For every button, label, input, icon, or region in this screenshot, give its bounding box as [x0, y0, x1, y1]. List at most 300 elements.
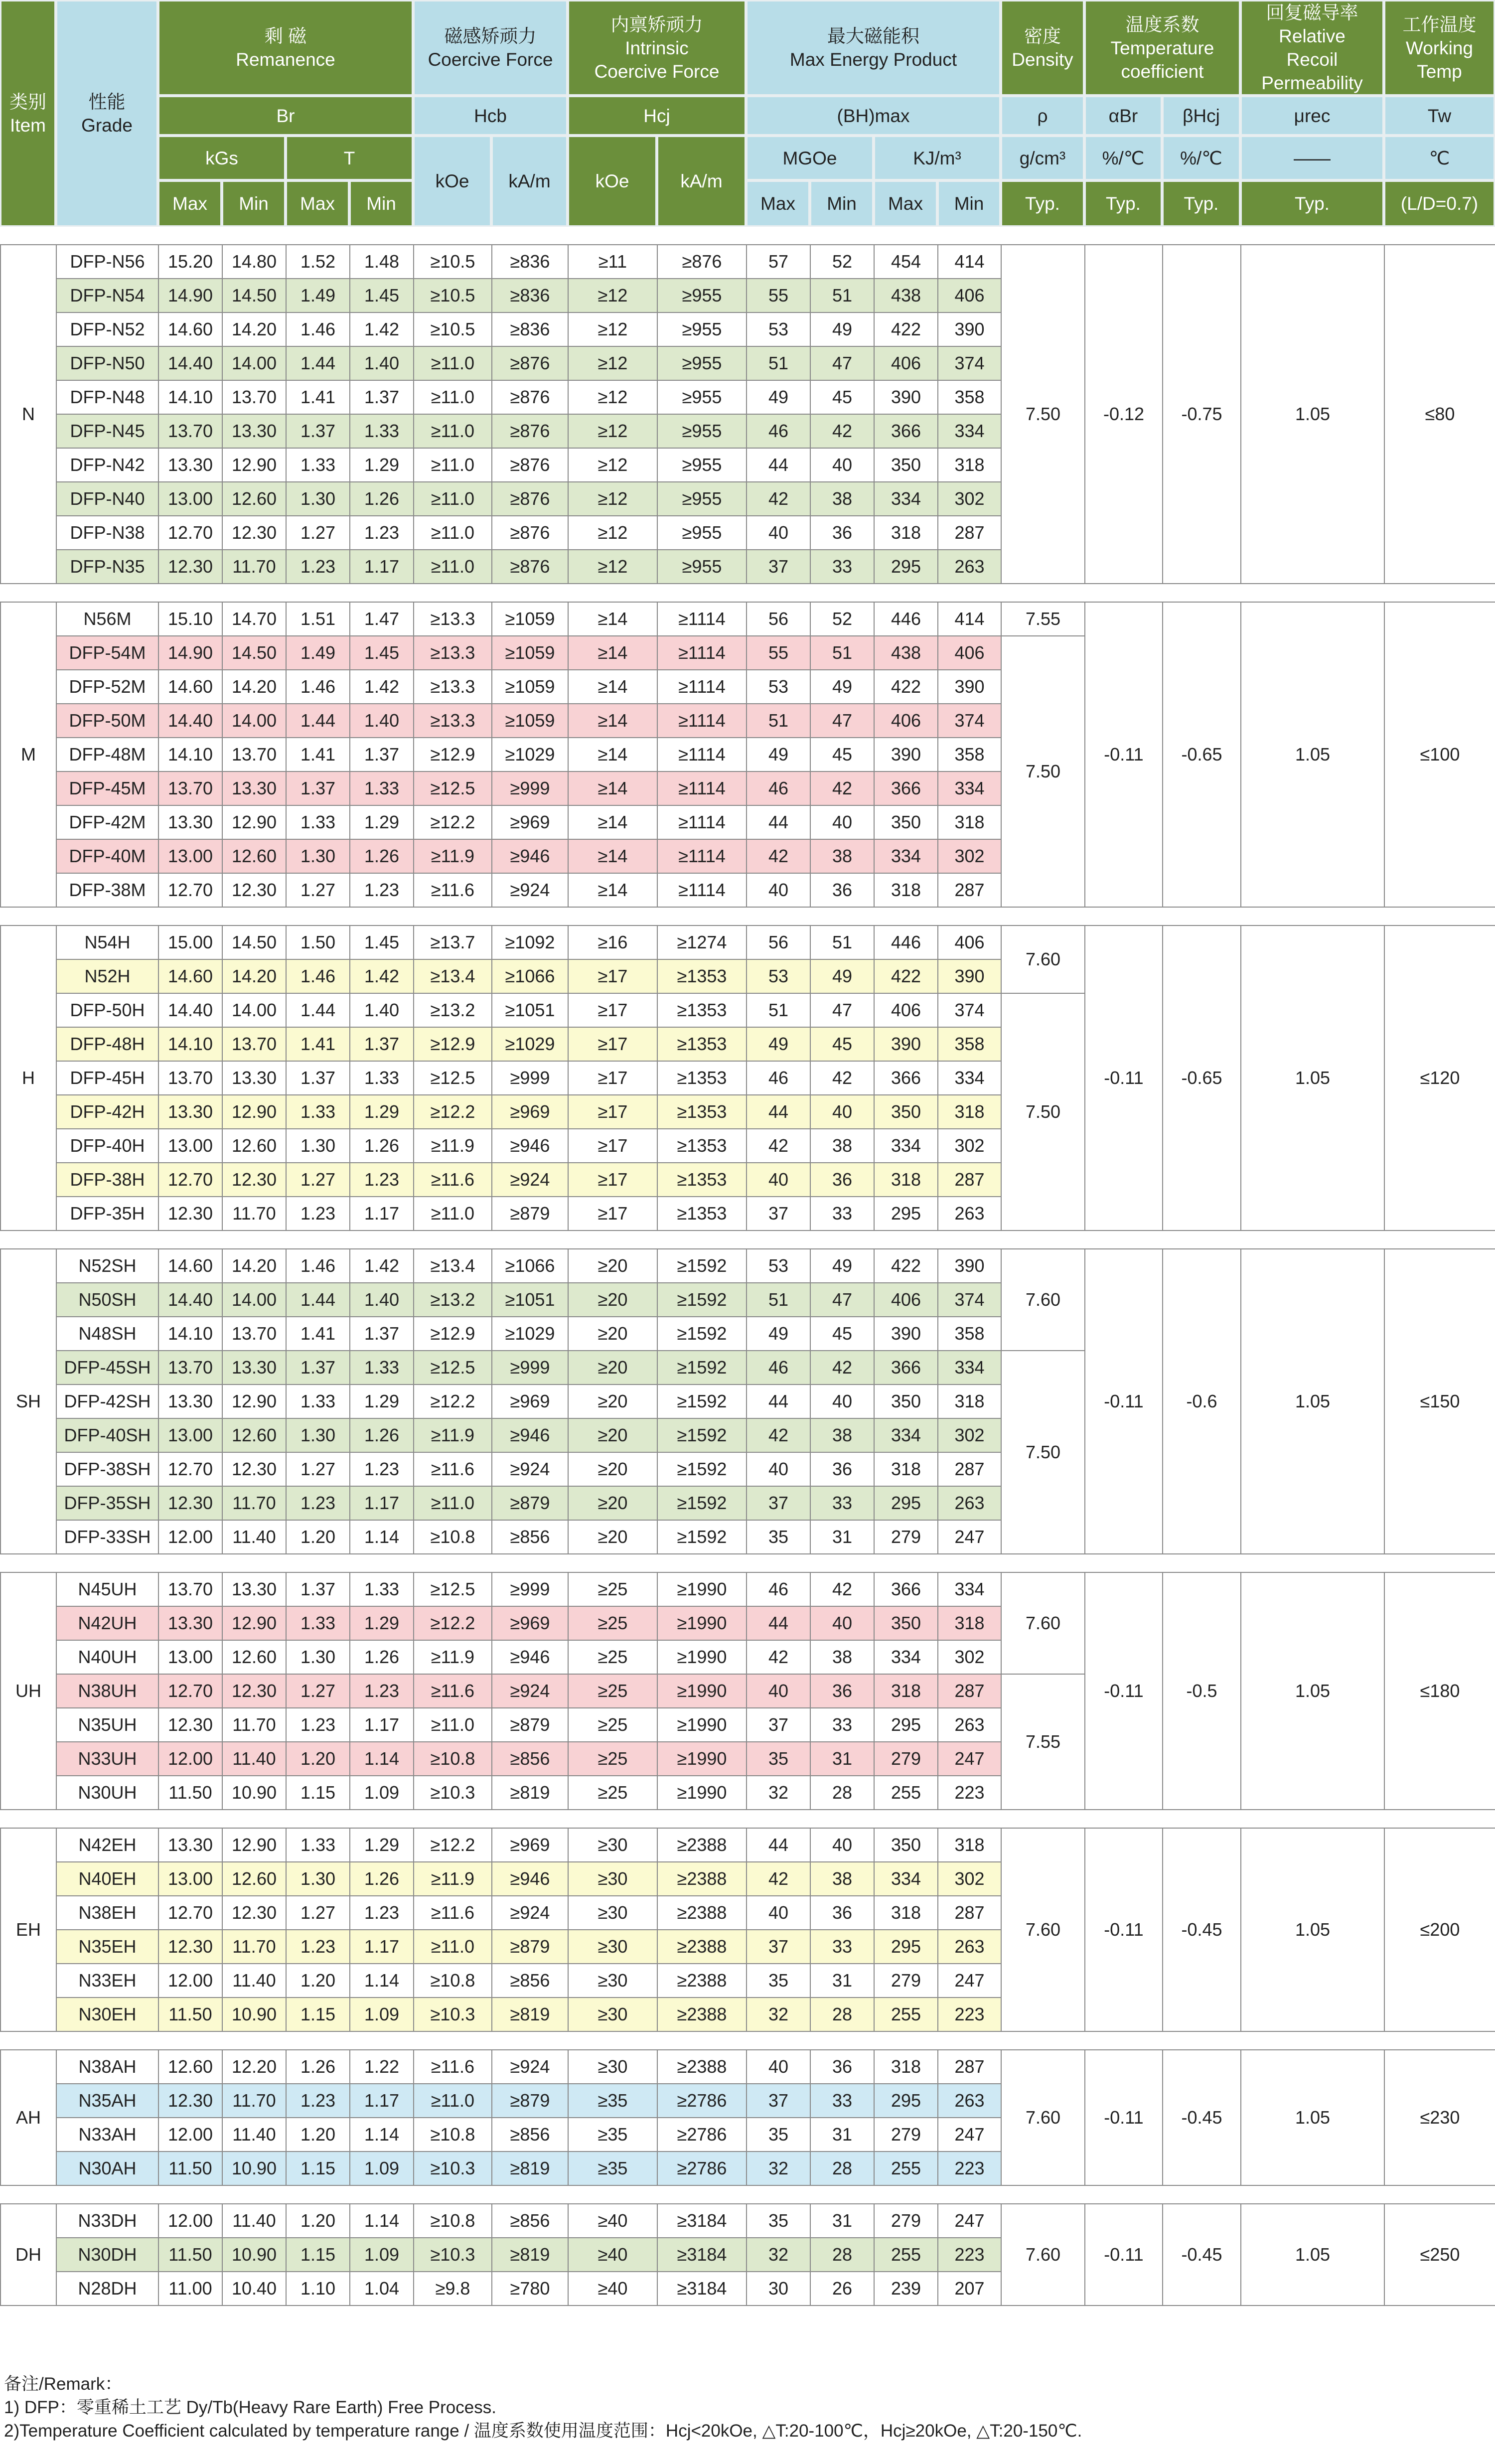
- header-remanence-cn: 剩 磁: [264, 26, 307, 46]
- value-cell: ≥35: [568, 2118, 657, 2152]
- value-cell: 13.30: [158, 1095, 222, 1129]
- value-cell: ≥879: [492, 1708, 568, 1742]
- value-cell: 366: [874, 414, 938, 448]
- value-cell: ≥856: [492, 1742, 568, 1776]
- value-cell: 1.37: [286, 1061, 350, 1095]
- section-ah: [0, 2049, 1495, 2186]
- value-cell: 247: [938, 1742, 1001, 1776]
- value-cell: 14.00: [222, 1283, 286, 1317]
- section-gap: [0, 227, 1495, 244]
- value-cell: 49: [747, 738, 810, 771]
- grade-cell: N56M: [56, 602, 158, 636]
- value-cell: ≥25: [568, 1776, 657, 1810]
- value-cell: 350: [874, 448, 938, 482]
- value-cell: ≥955: [657, 516, 747, 550]
- value-cell: 40: [747, 1896, 810, 1930]
- value-cell: ≥1114: [657, 873, 747, 907]
- value-cell: 334: [938, 414, 1001, 448]
- value-cell: 28: [810, 1776, 874, 1810]
- header-tempcoef-cn: 温度系数: [1125, 14, 1199, 35]
- value-cell: 36: [810, 1452, 874, 1486]
- value-cell: 42: [810, 1351, 874, 1385]
- value-cell: 56: [747, 925, 810, 959]
- grade-cell: DFP-N54: [56, 279, 158, 312]
- grade-cell: DFP-N35: [56, 550, 158, 584]
- value-cell: 1.17: [350, 2084, 414, 2118]
- value-cell: 1.20: [286, 1742, 350, 1776]
- value-cell: ≥1990: [657, 1674, 747, 1708]
- grade-cell: N42UH: [56, 1606, 158, 1640]
- value-cell: ≥1592: [657, 1249, 747, 1283]
- value-cell: 13.70: [158, 771, 222, 805]
- value-cell: 53: [747, 959, 810, 993]
- value-cell: ≥11.9: [414, 1640, 492, 1674]
- value-cell: ≥3184: [657, 2272, 747, 2306]
- worktemp-cell: ≤250: [1384, 2204, 1495, 2306]
- value-cell: 318: [938, 805, 1001, 839]
- value-cell: 12.30: [158, 1930, 222, 1964]
- value-cell: ≥2388: [657, 1930, 747, 1964]
- value-cell: 1.41: [286, 1317, 350, 1351]
- worktemp-cell: ≤200: [1384, 1828, 1495, 2031]
- value-cell: ≥1114: [657, 636, 747, 670]
- value-cell: ≥14: [568, 873, 657, 907]
- value-cell: ≥1592: [657, 1486, 747, 1520]
- header-unit-kgs: kGs: [158, 136, 286, 180]
- section-n: [0, 244, 1495, 584]
- value-cell: 318: [874, 2050, 938, 2084]
- value-cell: 263: [938, 2084, 1001, 2118]
- value-cell: 14.10: [158, 738, 222, 771]
- value-cell: ≥856: [492, 1520, 568, 1554]
- value-cell: 1.14: [350, 1964, 414, 1998]
- value-cell: ≥2388: [657, 1896, 747, 1930]
- value-cell: 14.00: [222, 993, 286, 1027]
- value-cell: 12.30: [158, 1197, 222, 1231]
- value-cell: ≥969: [492, 1385, 568, 1418]
- value-cell: 1.37: [286, 1572, 350, 1606]
- value-cell: ≥11.0: [414, 1708, 492, 1742]
- recoil-cell: 1.05: [1241, 2050, 1384, 2185]
- value-cell: 37: [747, 1486, 810, 1520]
- density-cell: 7.50: [1001, 1351, 1085, 1554]
- grade-cell: DFP-45M: [56, 771, 158, 805]
- grade-cell: DFP-52M: [56, 670, 158, 704]
- value-cell: ≥946: [492, 839, 568, 873]
- value-cell: 35: [747, 2118, 810, 2152]
- value-cell: 37: [747, 1930, 810, 1964]
- value-cell: 38: [810, 1129, 874, 1163]
- value-cell: 318: [874, 873, 938, 907]
- value-cell: ≥13.7: [414, 925, 492, 959]
- value-cell: ≥1353: [657, 959, 747, 993]
- value-cell: ≥25: [568, 1742, 657, 1776]
- value-cell: ≥12: [568, 414, 657, 448]
- value-cell: 57: [747, 245, 810, 279]
- grade-cell: N30AH: [56, 2152, 158, 2185]
- value-cell: 14.10: [158, 380, 222, 414]
- item-cell: UH: [0, 1572, 56, 1810]
- value-cell: 223: [938, 1998, 1001, 2031]
- value-cell: ≥11.0: [414, 516, 492, 550]
- value-cell: ≥876: [492, 346, 568, 380]
- value-cell: 1.27: [286, 1896, 350, 1930]
- value-cell: 42: [747, 1862, 810, 1896]
- value-cell: ≥879: [492, 1197, 568, 1231]
- value-cell: 255: [874, 1998, 938, 2031]
- value-cell: ≥12: [568, 312, 657, 346]
- value-cell: 13.30: [158, 448, 222, 482]
- value-cell: 287: [938, 1674, 1001, 1708]
- value-cell: ≥14: [568, 636, 657, 670]
- value-cell: 1.29: [350, 1828, 414, 1862]
- value-cell: 42: [810, 414, 874, 448]
- value-cell: 12.90: [222, 1828, 286, 1862]
- value-cell: 15.20: [158, 245, 222, 279]
- value-cell: 1.42: [350, 670, 414, 704]
- value-cell: 40: [747, 873, 810, 907]
- value-cell: 12.60: [158, 2050, 222, 2084]
- value-cell: 42: [747, 1640, 810, 1674]
- header-item: [0, 0, 56, 227]
- value-cell: 40: [810, 1606, 874, 1640]
- header-hcj: Hcj: [568, 96, 746, 136]
- value-cell: ≥1059: [492, 670, 568, 704]
- remarks-title: 备注/Remark：: [4, 2374, 123, 2394]
- value-cell: 37: [747, 1708, 810, 1742]
- value-cell: 1.45: [350, 279, 414, 312]
- grade-cell: DFP-40M: [56, 839, 158, 873]
- header-typ: Typ.: [1001, 180, 1084, 227]
- value-cell: 1.23: [350, 1163, 414, 1197]
- value-cell: 12.30: [222, 1896, 286, 1930]
- grade-cell: DFP-50M: [56, 704, 158, 738]
- header-unit-deg: ℃: [1384, 136, 1495, 180]
- value-cell: 446: [874, 602, 938, 636]
- value-cell: 1.26: [350, 1129, 414, 1163]
- header-rho: ρ: [1001, 96, 1084, 136]
- value-cell: 11.50: [158, 1776, 222, 1810]
- recoil-cell: 1.05: [1241, 1249, 1384, 1554]
- value-cell: 1.37: [350, 1027, 414, 1061]
- alpha-br-cell: -0.11: [1085, 1572, 1163, 1810]
- value-cell: 1.20: [286, 1964, 350, 1998]
- value-cell: 14.10: [158, 1027, 222, 1061]
- value-cell: 1.37: [286, 771, 350, 805]
- value-cell: ≥11.9: [414, 1862, 492, 1896]
- value-cell: 247: [938, 2204, 1001, 2238]
- value-cell: 42: [810, 771, 874, 805]
- value-cell: 12.90: [222, 1606, 286, 1640]
- value-cell: 1.33: [286, 448, 350, 482]
- value-cell: ≥10.5: [414, 279, 492, 312]
- value-cell: ≥11.0: [414, 448, 492, 482]
- header-bhcj: βHcj: [1162, 96, 1240, 136]
- value-cell: ≥20: [568, 1283, 657, 1317]
- section-gap: [0, 908, 1495, 925]
- value-cell: 13.70: [158, 1572, 222, 1606]
- item-cell: N: [0, 245, 56, 584]
- value-cell: 334: [874, 839, 938, 873]
- value-cell: 279: [874, 2204, 938, 2238]
- value-cell: 31: [810, 1742, 874, 1776]
- value-cell: ≥1092: [492, 925, 568, 959]
- density-cell: 7.50: [1001, 636, 1085, 907]
- value-cell: ≥819: [492, 1998, 568, 2031]
- value-cell: 31: [810, 2118, 874, 2152]
- value-cell: 1.45: [350, 925, 414, 959]
- value-cell: 44: [747, 448, 810, 482]
- value-cell: 49: [810, 312, 874, 346]
- value-cell: 28: [810, 2152, 874, 2185]
- value-cell: ≥12.5: [414, 1572, 492, 1606]
- value-cell: ≥12.9: [414, 1027, 492, 1061]
- grade-cell: N38AH: [56, 2050, 158, 2084]
- header-remanence-en: Remanence: [236, 49, 335, 70]
- section-dh: [0, 2203, 1495, 2306]
- value-cell: 1.20: [286, 1520, 350, 1554]
- value-cell: ≥1114: [657, 602, 747, 636]
- value-cell: 1.04: [350, 2272, 414, 2306]
- grade-cell: N33AH: [56, 2118, 158, 2152]
- value-cell: 44: [747, 1095, 810, 1129]
- value-cell: 223: [938, 2152, 1001, 2185]
- value-cell: 390: [874, 1027, 938, 1061]
- value-cell: ≥1353: [657, 1027, 747, 1061]
- value-cell: 334: [938, 1572, 1001, 1606]
- beta-hcj-cell: -0.45: [1163, 1828, 1241, 2031]
- value-cell: ≥12.2: [414, 1095, 492, 1129]
- value-cell: 295: [874, 1486, 938, 1520]
- value-cell: 38: [810, 1418, 874, 1452]
- value-cell: ≥856: [492, 1964, 568, 1998]
- header-unit-koe-hcj: kOe: [568, 136, 657, 227]
- value-cell: 1.29: [350, 805, 414, 839]
- alpha-br-cell: -0.12: [1085, 245, 1163, 584]
- value-cell: 263: [938, 1486, 1001, 1520]
- value-cell: 302: [938, 1640, 1001, 1674]
- value-cell: ≥2786: [657, 2152, 747, 2185]
- value-cell: ≥30: [568, 1896, 657, 1930]
- item-cell: SH: [0, 1249, 56, 1554]
- value-cell: 49: [747, 1317, 810, 1351]
- value-cell: 56: [747, 602, 810, 636]
- value-cell: 446: [874, 925, 938, 959]
- value-cell: 1.37: [286, 414, 350, 448]
- value-cell: 239: [874, 2272, 938, 2306]
- value-cell: ≥11.6: [414, 873, 492, 907]
- value-cell: 53: [747, 670, 810, 704]
- value-cell: 350: [874, 1385, 938, 1418]
- value-cell: 10.90: [222, 2238, 286, 2272]
- value-cell: 414: [938, 245, 1001, 279]
- value-cell: 1.40: [350, 1283, 414, 1317]
- value-cell: 12.60: [222, 1418, 286, 1452]
- header-recoil: [1240, 0, 1384, 96]
- value-cell: ≥40: [568, 2238, 657, 2272]
- value-cell: 318: [874, 516, 938, 550]
- value-cell: 1.15: [286, 2238, 350, 2272]
- item-cell: H: [0, 925, 56, 1231]
- value-cell: 318: [938, 448, 1001, 482]
- value-cell: ≥20: [568, 1452, 657, 1486]
- table-row: [0, 925, 1495, 959]
- header-grade-en: Grade: [81, 115, 133, 136]
- value-cell: 334: [874, 1129, 938, 1163]
- value-cell: 49: [810, 959, 874, 993]
- section-gap: [0, 1554, 1495, 1572]
- density-cell: 7.55: [1001, 602, 1085, 636]
- value-cell: 279: [874, 2118, 938, 2152]
- density-cell: 7.50: [1001, 245, 1085, 584]
- value-cell: ≥20: [568, 1520, 657, 1554]
- section-gap: [0, 584, 1495, 602]
- value-cell: ≥11.0: [414, 482, 492, 516]
- value-cell: 247: [938, 2118, 1001, 2152]
- value-cell: 318: [938, 1385, 1001, 1418]
- value-cell: 1.37: [350, 1317, 414, 1351]
- value-cell: ≥11.0: [414, 1486, 492, 1520]
- value-cell: 1.42: [350, 312, 414, 346]
- table-row: [0, 1572, 1495, 1606]
- value-cell: 287: [938, 2050, 1001, 2084]
- value-cell: 1.27: [286, 1452, 350, 1486]
- value-cell: 10.40: [222, 2272, 286, 2306]
- grade-cell: DFP-35SH: [56, 1486, 158, 1520]
- grade-cell: N33EH: [56, 1964, 158, 1998]
- grade-cell: N42EH: [56, 1828, 158, 1862]
- value-cell: ≥11.0: [414, 346, 492, 380]
- value-cell: 406: [874, 1283, 938, 1317]
- value-cell: 334: [938, 771, 1001, 805]
- value-cell: ≥17: [568, 1061, 657, 1095]
- value-cell: 14.20: [222, 959, 286, 993]
- beta-hcj-cell: -0.45: [1163, 2050, 1241, 2185]
- value-cell: 1.20: [286, 2204, 350, 2238]
- section-gap: [0, 2186, 1495, 2203]
- header-ld: (L/D=0.7): [1384, 180, 1495, 227]
- value-cell: 1.09: [350, 1998, 414, 2031]
- value-cell: 1.15: [286, 1998, 350, 2031]
- grade-cell: N33UH: [56, 1742, 158, 1776]
- value-cell: ≥969: [492, 1095, 568, 1129]
- value-cell: ≥955: [657, 312, 747, 346]
- value-cell: 1.14: [350, 1520, 414, 1554]
- value-cell: 1.33: [286, 1606, 350, 1640]
- value-cell: 334: [874, 1862, 938, 1896]
- value-cell: ≥10.3: [414, 1998, 492, 2031]
- value-cell: 10.90: [222, 1776, 286, 1810]
- worktemp-cell: ≤180: [1384, 1572, 1495, 1810]
- value-cell: ≥11.0: [414, 550, 492, 584]
- worktemp-cell: ≤80: [1384, 245, 1495, 584]
- value-cell: ≥876: [492, 550, 568, 584]
- value-cell: 12.90: [222, 1095, 286, 1129]
- grade-cell: N35UH: [56, 1708, 158, 1742]
- header-max: Max: [158, 180, 222, 227]
- value-cell: ≥1059: [492, 704, 568, 738]
- value-cell: 13.00: [158, 1862, 222, 1896]
- value-cell: 12.60: [222, 1129, 286, 1163]
- value-cell: 51: [810, 636, 874, 670]
- value-cell: 14.60: [158, 959, 222, 993]
- header-worktemp-cn: 工作温度: [1402, 14, 1477, 35]
- value-cell: 32: [747, 2152, 810, 2185]
- value-cell: ≥1353: [657, 1061, 747, 1095]
- value-cell: 1.14: [350, 2118, 414, 2152]
- value-cell: 12.90: [222, 448, 286, 482]
- value-cell: ≥14: [568, 738, 657, 771]
- value-cell: 1.33: [286, 1095, 350, 1129]
- value-cell: ≥1592: [657, 1317, 747, 1351]
- value-cell: 47: [810, 993, 874, 1027]
- item-cell: EH: [0, 1828, 56, 2031]
- value-cell: 14.00: [222, 346, 286, 380]
- value-cell: 14.10: [158, 1317, 222, 1351]
- grade-cell: DFP-40SH: [56, 1418, 158, 1452]
- value-cell: ≥1066: [492, 1249, 568, 1283]
- value-cell: 12.30: [158, 550, 222, 584]
- value-cell: ≥17: [568, 959, 657, 993]
- value-cell: 318: [938, 1606, 1001, 1640]
- value-cell: 53: [747, 312, 810, 346]
- grade-cell: DFP-38M: [56, 873, 158, 907]
- value-cell: 12.70: [158, 1163, 222, 1197]
- value-cell: 12.70: [158, 1452, 222, 1486]
- value-cell: 287: [938, 1452, 1001, 1486]
- value-cell: ≥879: [492, 2084, 568, 2118]
- value-cell: ≥836: [492, 312, 568, 346]
- value-cell: 13.70: [222, 738, 286, 771]
- value-cell: 46: [747, 414, 810, 448]
- value-cell: ≥30: [568, 1828, 657, 1862]
- value-cell: 46: [747, 1572, 810, 1606]
- value-cell: ≥876: [492, 482, 568, 516]
- value-cell: 438: [874, 636, 938, 670]
- value-cell: 14.80: [222, 245, 286, 279]
- table-row: [0, 1828, 1495, 1862]
- value-cell: 422: [874, 670, 938, 704]
- value-cell: ≥10.8: [414, 1964, 492, 1998]
- value-cell: 12.30: [222, 1163, 286, 1197]
- header-unit-kjm: KJ/m³: [874, 136, 1001, 180]
- value-cell: 33: [810, 550, 874, 584]
- value-cell: ≥969: [492, 805, 568, 839]
- header-intrinsic: [568, 0, 746, 96]
- value-cell: 47: [810, 1283, 874, 1317]
- value-cell: 11.40: [222, 1964, 286, 1998]
- value-cell: 334: [874, 482, 938, 516]
- grade-cell: N50SH: [56, 1283, 158, 1317]
- value-cell: 1.51: [286, 602, 350, 636]
- remarks: [0, 2372, 1495, 2443]
- value-cell: 12.60: [222, 1640, 286, 1674]
- value-cell: 42: [747, 1129, 810, 1163]
- worktemp-cell: ≤230: [1384, 2050, 1495, 2185]
- value-cell: 11.50: [158, 1998, 222, 2031]
- value-cell: 42: [810, 1572, 874, 1606]
- grade-cell: DFP-35H: [56, 1197, 158, 1231]
- value-cell: ≥12.2: [414, 1385, 492, 1418]
- value-cell: ≥11.0: [414, 2084, 492, 2118]
- value-cell: 1.27: [286, 1674, 350, 1708]
- density-cell: 7.55: [1001, 1674, 1085, 1810]
- value-cell: ≥836: [492, 245, 568, 279]
- value-cell: 42: [747, 839, 810, 873]
- value-cell: 350: [874, 805, 938, 839]
- value-cell: ≥10.3: [414, 2152, 492, 2185]
- value-cell: 366: [874, 1351, 938, 1385]
